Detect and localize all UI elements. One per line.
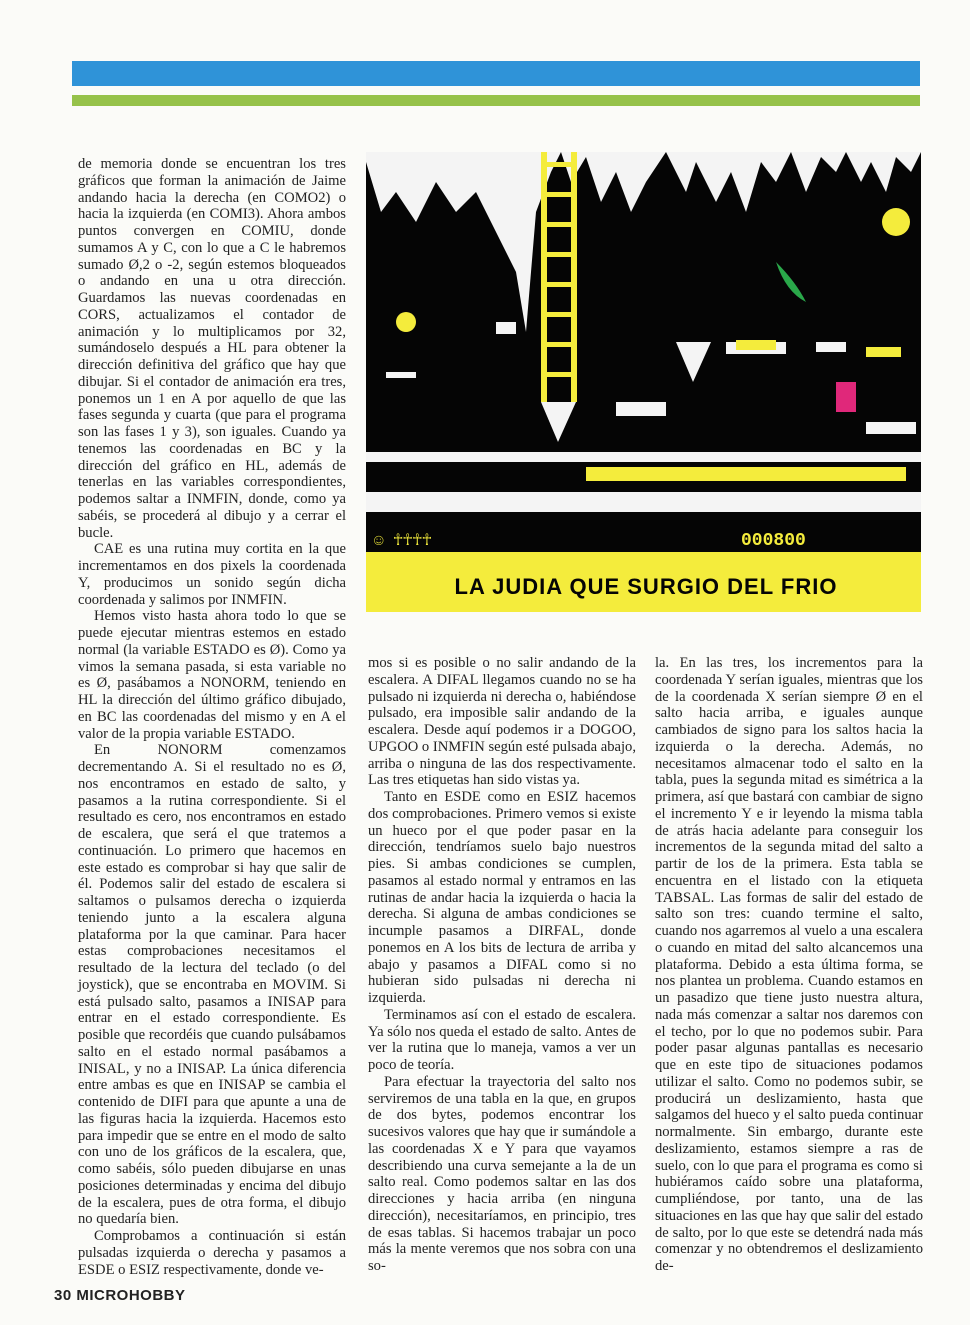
paragraph: Para efectuar la trayectoria del salto nos serviremos de una tabla en la que, en grupos de dos bytes, podemos encontrar los sucesivos valores que hay que ir sumándole a las coordenadas X e Y para que vayamos describiendo una curva semejante a la de un salto real. Como podemos saltar en las dos direcciones y hacia arriba (en ninguna dirección), necesitaríamos, en principio, tres de esas tablas. Si hacemos trabajar un poco más la mente veremos que nos sobra con una so- bbox=[368, 1073, 636, 1274]
score-display: 000800 bbox=[741, 531, 806, 551]
paragraph: la. En las tres, los incrementos para la coordenada Y serían iguales, mientras que los de la coordenada X serían siempre Ø en el salto hacia arriba, e iguales aunque cambiados de signo para los saltos hacia la izquierda o la derecha. Además, no necesitamos almacenar todo el salto en la tabla, pues la segunda mitad es simétrica a la primera, así que bastará con cambiar de signo el incremento Y e ir leyendo la misma tabla de atrás hacia adelante para conseguir los incrementos de la segunda mitad del salto a partir de los de la primera. Esta tabla se encuentra en el listado con la etiqueta TABSAL. Las formas de salir del estado de salto son tres: cuando termine el salto, cuando nos agarremos al vuelo a una escalera o cuando en mitad del salto alcancemos una plataforma. Debido a esta última forma, se nos plantea un problema. Cuando estamos en un pasadizo que tiene justo nuestra altura, nada más comenzar a saltar nos daremos con el techo, por lo que no podemos subir. Para poder pasar algunas pantallas es necesario que en este tipo de situaciones podamos utilizar el salto. Como no podemos subir, se producirá un deslizamiento, hasta que salgamos del hueco y el salto pueda continuar normalmente. Sin embargo, durante este deslizamiento, estamos siempre a ras de suelo, con lo que para el programa es como si hubiéramos caído sobre una plataforma, cumpliéndose, por tanto, una de las situaciones en las que hay que salir del estado de salto, por lo que este se detendrá nada más comenzar y no obtendremos el deslizamiento de- bbox=[655, 655, 923, 1274]
paragraph: CAE es una rutina muy cortita en la que incrementamos en dos pixels la coordenada Y, producimos un sonido según dicha coordenada y salimos por INMFIN. bbox=[78, 541, 346, 608]
paragraph: Terminamos así con el estado de escalera. Ya sólo nos queda el estado de salto. Antes de ver la rutina que lo maneja, vamos a ver un poco de teoría. bbox=[368, 1006, 636, 1073]
game-title-banner: LA JUDIA QUE SURGIO DEL FRIO bbox=[454, 574, 838, 599]
text-column-2 bbox=[368, 655, 636, 1275]
game-screenshot bbox=[366, 152, 921, 662]
header-band-green bbox=[72, 95, 920, 106]
paragraph: mos si es posible o no salir andando de la escalera. A DIFAL llegamos cuando no se ha pulsado ni izquierda ni derecha o, habiéndose pulsado, era imposible salir andando de la escalera. Desde aquí podemos ir a DOGOO, UPGOO o INMFIN según esté pulsada abajo, arriba o ninguna de las dos respectivamente. Las tres etiquetas han sido vistas ya. bbox=[368, 655, 636, 789]
paragraph: Comprobamos a continuación si están pulsadas izquierda o derecha y pasamos a ESDE o ESIZ respectivamente, donde ve- bbox=[78, 1228, 346, 1278]
page-footer: 30 MICROHOBBY bbox=[54, 1287, 186, 1304]
header-band-blue bbox=[72, 61, 920, 86]
text-column-1 bbox=[78, 156, 346, 1278]
lives-display: ☺ ☥☥☥☥ bbox=[374, 532, 432, 550]
paragraph: En NONORM comenzamos decrementando A. Si el resultado no es Ø, nos encontramos en estado de salto, y pasamos a la rutina correspondiente. Si el resultado es cero, nos encontramos en estado de escalera, que será el que tratemos a continuación. Lo primero que hacemos en este estado es comprobar si hay que salir de él. Podemos salir del estado de escalera si saltamos o pulsamos derecha o izquierda teniendo junto a la escalera alguna plataforma por la que caminar. Para hacer estas comprobaciones necesitamos el resultado de la lectura del teclado (o del joystick), que se encontraba en MOVIM. Si está pulsado salto, pasamos a INISAP para entrar en el estado correspondiente. Es posible que recordéis que cuando pulsábamos salto en el estado normal pasábamos a INISAL, y no a INISAP. La única diferencia entre ambas es que en INISAP se cambia el contenido de DIFI para que apunte a una de las figuras hacia la izquierda. Hacemos esto para impedir que se entre en el modo de salto con uno de los gráficos de la escalera, que, como sabéis, sólo pueden dibujarse en unas posiciones determinadas y encima del dibujo de la escalera, pues de otra forma, el dibujo no quedaría bien. bbox=[78, 742, 346, 1228]
paragraph: de memoria donde se encuentran los tres gráficos que forman la animación de Jaime andando hacia la derecha (en COMO2) o hacia la izquierda (en COMI3). Ahora ambos puntos convergen en COMIU, donde sumamos A y C, con lo que a C le habremos sumado Ø,2 o -2, según estemos bloqueados o andando en una u otra dirección. Guardamos las nuevas coordenadas en CORS, actualizamos el contador de animación y lo multiplicamos por 32, sumándoselo después a HL para obtener la dirección definitiva del gráfico que hay que dibujar. Si el contador de animación era tres, ponemos un 1 en A por aquello de que las fases segunda y cuarta (que para el programa son las fases 1 y 3), son iguales. Cuando ya tenemos las coordenadas en BC y la dirección del gráfico en HL, además de tenerlas en las variables correspondientes, podemos saltar a INMFIN, donde, como ya sabéis, se procederá al dibujo y a cerrar el bucle. bbox=[78, 156, 346, 541]
paragraph: Tanto en ESDE como en ESIZ hacemos dos comprobaciones. Primero vemos si existe un hueco por el que poder pasar en la dirección, tendríamos suelo bajo nuestros pies. Si ambas condiciones se cumplen, pasamos al estado normal y entramos en las rutinas de andar hacia la izquierda o hacia la derecha. Si alguna de ambas condiciones se incumple pasamos a DIRFAL, donde ponemos en A los bits de lectura de arriba y abajo y pasamos a DIFAL como si no hubieran sido pulsadas ni derecha ni izquierda. bbox=[368, 789, 636, 1006]
paragraph: Hemos visto hasta ahora todo lo que se puede ejecutar mientras estemos en estado normal (la variable ESTADO es Ø). Como ya vimos la semana pasada, si esta variable no es Ø, pasábamos a NONORM, teniendo en HL la dirección del último gráfico dibujado, en BC las coordenadas del mismo y en A el valor de la propia variable ESTADO. bbox=[78, 608, 346, 742]
text-column-3 bbox=[655, 655, 923, 1275]
